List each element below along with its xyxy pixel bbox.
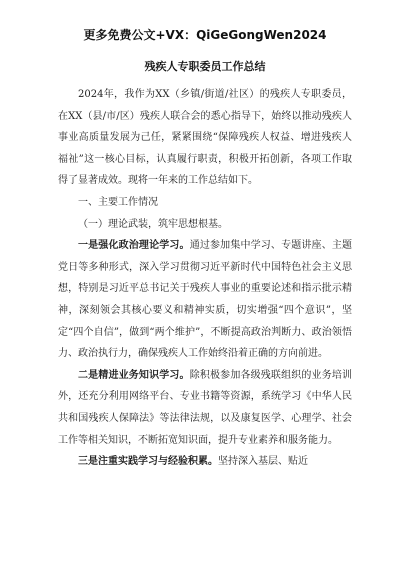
paragraph-3-lead: 三是注重实践学习与经验积累。	[78, 456, 218, 468]
paragraph-3	[58, 451, 352, 473]
paragraph-1-body: 通过参加集中学习、专题讲座、主题党日等多种形式，深入学习贯彻习近平新时代中国特色社会主义思想，特别是习近平总书记关于残疾人事业的重要论述和指示批示精神，深刻领会其核心要义和精神实质，切实增强“四个意识”，坚定“四个自信”，做到“两个维护”，不断提高政治判断力、政治领悟力、政治执行力，确保残疾人工作始终沿着正确的方向前进。	[58, 240, 353, 360]
paragraph-2	[58, 365, 352, 451]
promo-banner: 更多免费公文+VX：QiGeGongWen2024	[83, 28, 327, 42]
paragraph-1	[58, 235, 352, 365]
paragraph-2-lead: 二是精进业务知识学习。	[78, 369, 190, 381]
paragraph-3-body: 坚持深入基层、贴近	[218, 456, 308, 468]
document-body	[58, 84, 352, 473]
section-heading: 一、主要工作情况	[78, 196, 158, 208]
paragraph-2-body: 除积极参加各级残联组织的业务培训外，还充分利用网络平台、专业书籍等资源，系统学习《中华人民共和国残疾人保障法》等法律法规，以及康复医学、心理学、社会工作等相关知识，不断拓宽知识面，提升专业素养和服务能力。	[58, 369, 353, 446]
document-title: 残疾人专职委员工作总结	[144, 60, 266, 73]
subsection-heading: （一）理论武装，筑牢思想根基。	[78, 218, 228, 230]
paragraph-1-lead: 一是强化政治理论学习。	[78, 240, 190, 252]
intro-paragraph: 2024年，我作为XX（乡镇/街道/社区）的残疾人专职委员，在XX（县/市/区）残疾人联合会的悉心指导下，始终以推动残疾人事业高质量发展为己任，紧紧围绕“保障残疾人权益、增进残疾人福祉”这一核心目标，认真履行职责，积极开拓创新，各项工作取得了显著成效。现将一年来的工作总结如下。	[58, 89, 352, 187]
